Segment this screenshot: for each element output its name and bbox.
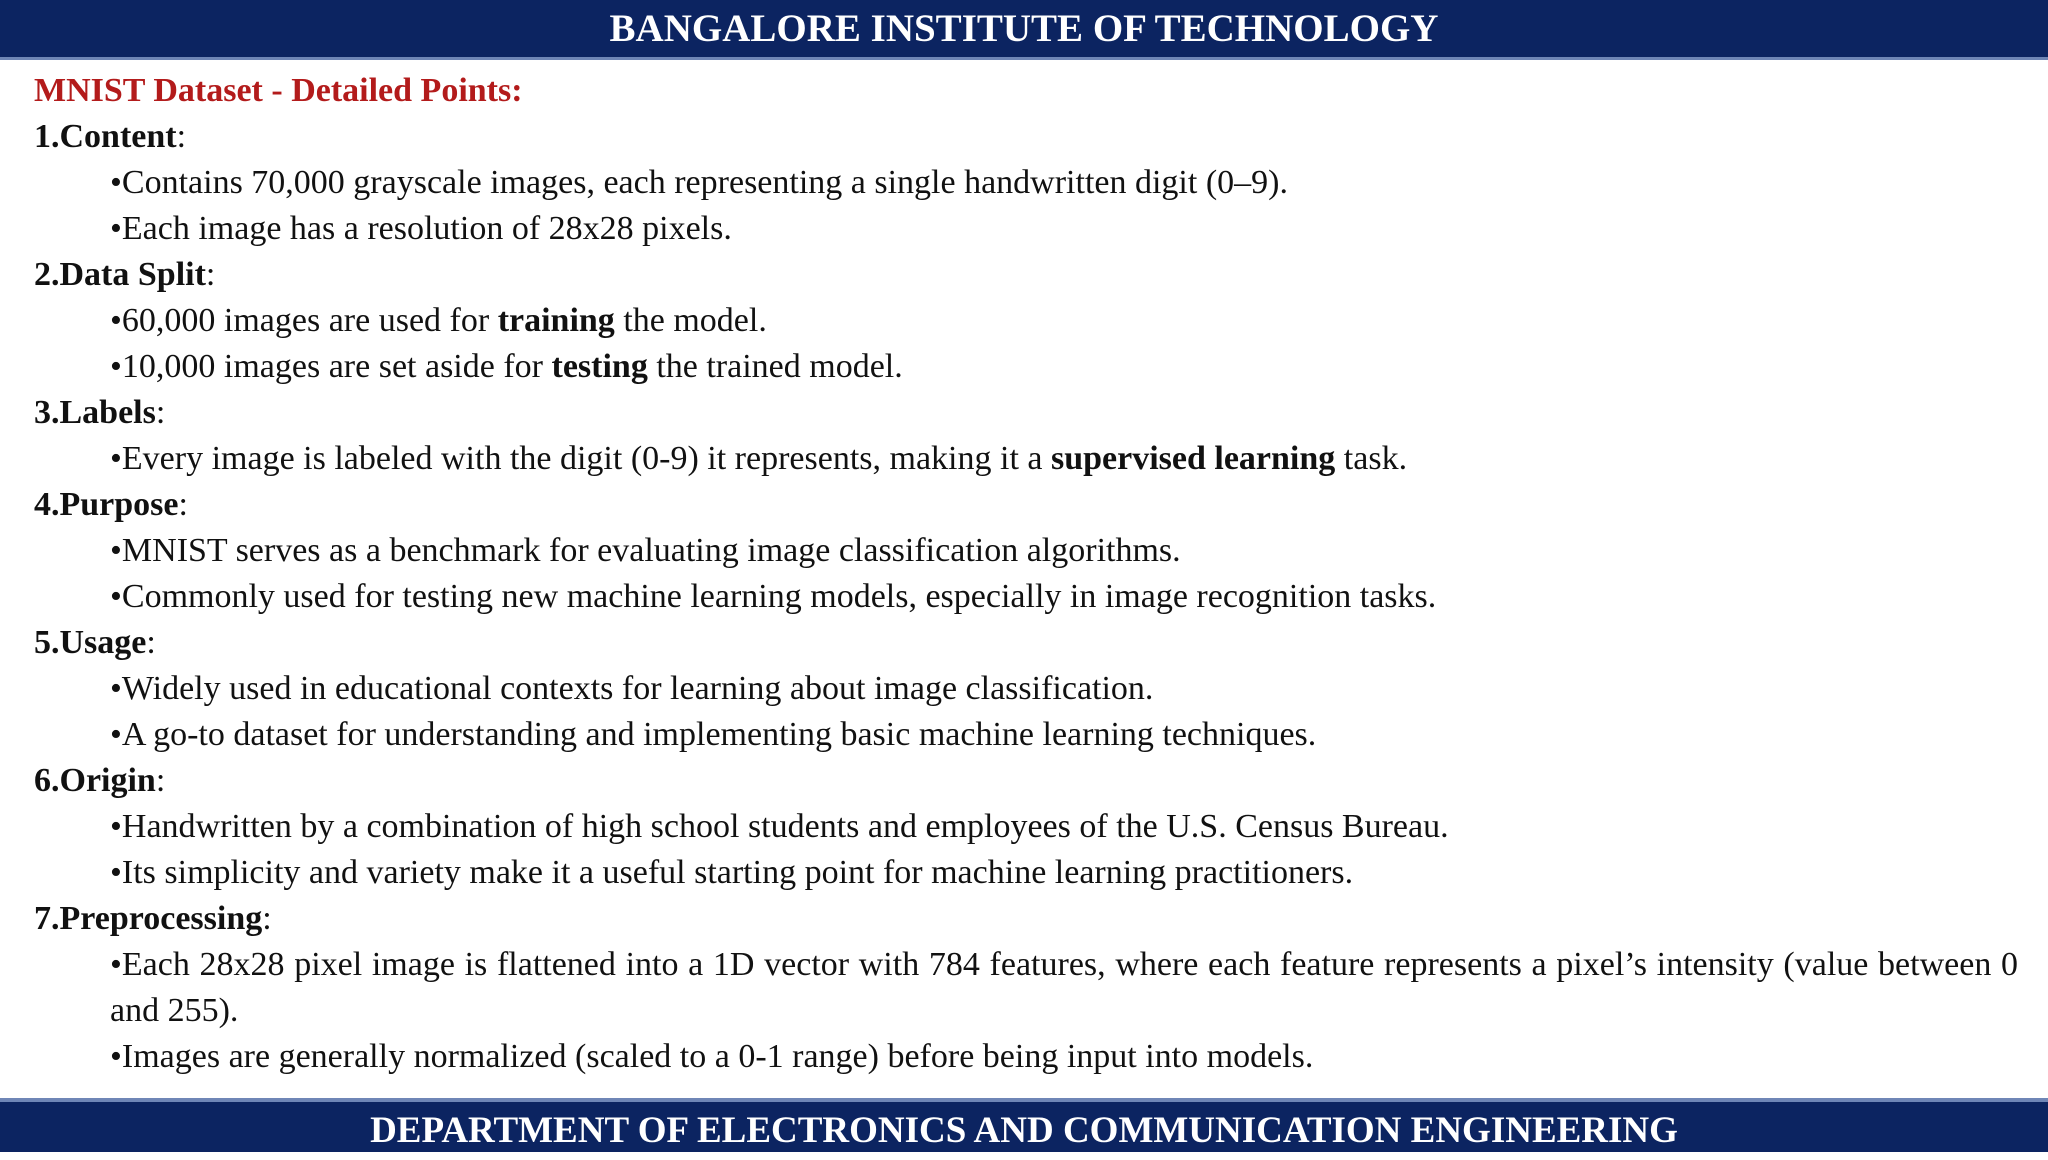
- bullet-text: •Each 28x28 pixel image is flattened into a 1D vector with 784 features, where each feature represents a pixel’s intensity (value between 0 and 255).: [110, 946, 2018, 1029]
- section-colon: :: [155, 394, 166, 431]
- institute-title: BANGALORE INSTITUTE OF TECHNOLOGY: [609, 7, 1439, 50]
- bullet-point: [34, 298, 2018, 344]
- section-heading: [34, 758, 2018, 804]
- section-name: Content: [59, 118, 177, 155]
- section-name: Preprocessing: [59, 900, 263, 937]
- bullet-text: •Each image has a resolution of 28x28 pixels.: [110, 210, 732, 247]
- bullet-point: [34, 712, 2018, 758]
- bullet-point: [34, 574, 2018, 620]
- bullet-text: task.: [1335, 440, 1408, 477]
- section-colon: :: [178, 486, 188, 523]
- bullet-point: [34, 436, 2018, 482]
- bullet-text: the model.: [614, 302, 767, 339]
- section-colon: :: [155, 762, 166, 799]
- section-number: 5.: [34, 624, 60, 661]
- bold-term: supervised learning: [1050, 440, 1336, 477]
- bullet-point: [34, 666, 2018, 712]
- section-number: 6.: [34, 762, 60, 799]
- bullet-text: •Images are generally normalized (scaled to a 0-1 range) before being input into models.: [110, 1038, 1314, 1075]
- bullet-point: [34, 1034, 2018, 1080]
- section-name: Data Split: [59, 256, 206, 293]
- slide-content: [34, 68, 2018, 1080]
- section-heading: [34, 620, 2018, 666]
- section-colon: :: [205, 256, 216, 293]
- bullet-point: [34, 344, 2018, 390]
- section-heading: [34, 390, 2018, 436]
- section-number: 1.: [34, 118, 60, 155]
- bullet-text: •Commonly used for testing new machine learning models, especially in image recognition tasks.: [110, 578, 1437, 615]
- bullet-text: •Its simplicity and variety make it a useful starting point for machine learning practitioners.: [110, 854, 1354, 891]
- bullet-point: [34, 206, 2018, 252]
- bullet-point: [34, 942, 2018, 1034]
- section-number: 4.: [34, 486, 60, 523]
- bullet-point: [34, 160, 2018, 206]
- section-list: [34, 114, 2018, 1080]
- section-number: 2.: [34, 256, 60, 293]
- footer-banner: [0, 1098, 2048, 1152]
- bullet-text: •10,000 images are set aside for: [110, 348, 552, 385]
- bullet-text: •Every image is labeled with the digit (0-9) it represents, making it a: [110, 440, 1051, 477]
- bullet-text: •A go-to dataset for understanding and implementing basic machine learning techniques.: [110, 716, 1317, 753]
- bullet-point: [34, 528, 2018, 574]
- section-number: 7.: [34, 900, 60, 937]
- bullet-text: the trained model.: [647, 348, 903, 385]
- section-name: Purpose: [59, 486, 179, 523]
- bold-term: training: [497, 302, 615, 339]
- header-banner: [0, 0, 2048, 60]
- section-heading: [34, 114, 2018, 160]
- section-name: Labels: [59, 394, 156, 431]
- section-number: 3.: [34, 394, 60, 431]
- section-name: Usage: [59, 624, 147, 661]
- slide-title: MNIST Dataset - Detailed Points:: [34, 72, 523, 109]
- bullet-text: •Contains 70,000 grayscale images, each representing a single handwritten digit (0–9).: [110, 164, 1288, 201]
- section-heading: [34, 482, 2018, 528]
- section-colon: :: [262, 900, 272, 937]
- section-heading: [34, 252, 2018, 298]
- bullet-text: •Widely used in educational contexts for learning about image classification.: [110, 670, 1154, 707]
- section-name: Origin: [59, 762, 156, 799]
- section-heading: [34, 896, 2018, 942]
- bullet-text: •MNIST serves as a benchmark for evaluating image classification algorithms.: [110, 532, 1181, 569]
- bold-term: testing: [551, 348, 648, 385]
- bullet-point: [34, 804, 2018, 850]
- bullet-text: •Handwritten by a combination of high school students and employees of the U.S. Census Bureau.: [110, 808, 1449, 845]
- bullet-point: [34, 850, 2018, 896]
- bullet-text: •60,000 images are used for: [110, 302, 498, 339]
- department-title: DEPARTMENT OF ELECTRONICS AND COMMUNICATION ENGINEERING: [370, 1110, 1678, 1151]
- section-colon: :: [176, 118, 187, 155]
- section-colon: :: [146, 624, 156, 661]
